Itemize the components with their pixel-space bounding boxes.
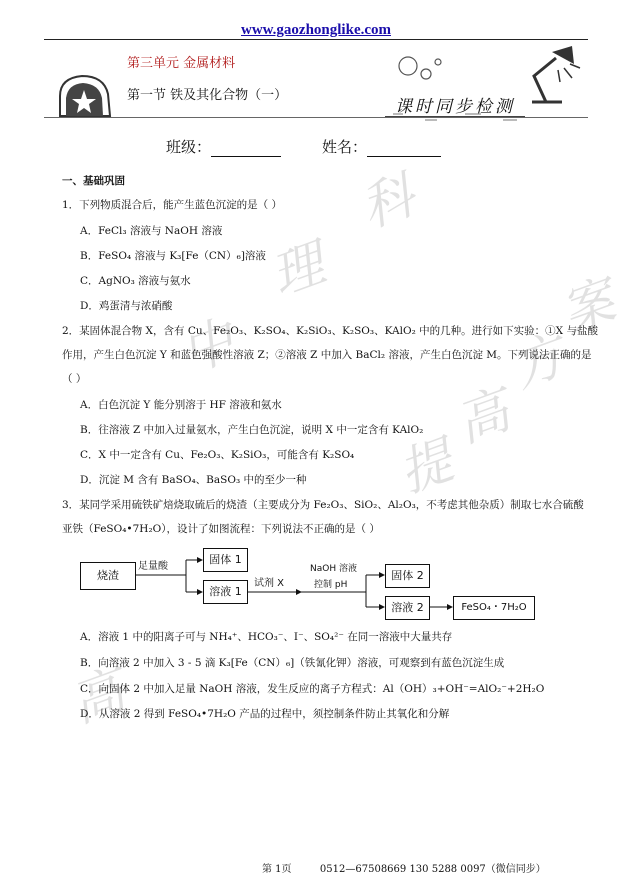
q1-stem: 1．下列物质混合后，能产生蓝色沉淀的是（ ） xyxy=(62,199,283,211)
q1-option-b[interactable]: B．FeSO₄ 溶液与 K₃[Fe（CN）₆]溶液 xyxy=(80,250,266,262)
section-title: 第一节 铁及其化合物（一） xyxy=(127,88,288,103)
flow-solution2-box: 溶液 2 xyxy=(385,596,430,620)
site-url[interactable]: www.gaozhonglike.com xyxy=(241,22,391,38)
part-title: 一、基础巩固 xyxy=(62,175,125,187)
flow-solid1-box: 固体 1 xyxy=(203,548,248,572)
q2-stem-line2: 作用，产生白色沉淀 Y 和蓝色强酸性溶液 Z；②溶液 Z 中加入 BaCl₂ 溶液，产生白色沉淀 M。下列说法正确的是 xyxy=(62,349,592,361)
q1-option-a[interactable]: A．FeCl₃ 溶液与 NaOH 溶液 xyxy=(80,225,223,237)
flow-solution1-box: 溶液 1 xyxy=(203,580,248,604)
flow-start-box: 烧渣 xyxy=(80,562,136,590)
q3-stem-line1: 3．某同学采用硫铁矿焙烧取硫后的烧渣（主要成分为 Fe₂O₃、SiO₂、Al₂O₃，不考虑其他杂质）制取七水合硫酸 xyxy=(62,499,584,511)
flow-condition-a: NaOH 溶液 xyxy=(310,564,357,574)
flow-reagent2: 试剂 X xyxy=(254,578,285,589)
q2-stem-line1: 2．某固体混合物 X，含有 Cu、Fe₂O₃、K₂SO₄、K₂SiO₃、K₂SO₃、KAlO₂ 中的几种。进行如下实验：①X 与盐酸 xyxy=(62,325,598,337)
q2-option-d[interactable]: D．沉淀 M 含有 BaSO₄、BaSO₃ 中的至少一种 xyxy=(80,474,307,486)
q3-option-a[interactable]: A．溶液 1 中的阳离子可与 NH₄⁺、HCO₃⁻、I⁻、SO₄²⁻ 在同一溶液中大量共存 xyxy=(80,631,453,643)
q3-stem-line2: 亚铁（FeSO₄•7H₂O），设计了如图流程：下列说法不正确的是（ ） xyxy=(62,523,380,535)
watermark-char: 高 xyxy=(448,380,518,455)
watermark-char: 提 xyxy=(391,430,461,505)
name-label: 姓名： xyxy=(322,138,368,156)
page-footer xyxy=(262,860,546,875)
watermark-char: 高 xyxy=(63,660,133,735)
unit-title: 第三单元 金属材料 xyxy=(127,56,236,71)
contact-info: 0512—67508669 130 5288 0097（微信同步） xyxy=(319,864,546,875)
flow-solid2-box: 固体 2 xyxy=(385,564,430,588)
flow-reagent1: 足量酸 xyxy=(138,561,168,572)
page-number: 第 1页 xyxy=(262,864,292,875)
q2-option-a[interactable]: A．白色沉淀 Y 能分别溶于 HF 溶液和氨水 xyxy=(80,399,282,411)
flow-product-box: FeSO₄・7H₂O xyxy=(453,596,535,620)
watermark-char: 中 xyxy=(173,310,243,385)
q3-option-b[interactable]: B．向溶液 2 中加入 3 - 5 滴 K₃[Fe（CN）₆]（铁氰化钾）溶液，可观察到有蓝色沉淀生成 xyxy=(80,657,505,669)
watermark-char: 理 xyxy=(263,233,333,308)
watermark-char: 方 xyxy=(503,325,573,400)
class-label: 班级： xyxy=(166,138,212,156)
q3-option-c[interactable]: C．向固体 2 中加入足量 NaOH 溶液，发生反应的离子方程式：Al（OH）₃+OH⁻=AlO₂⁻+2H₂O xyxy=(80,683,545,695)
watermark-char: 案 xyxy=(553,270,623,345)
q1-option-c[interactable]: C．AgNO₃ 溶液与氨水 xyxy=(80,275,191,287)
watermark-char: 科 xyxy=(353,165,423,240)
q2-stem-line3: （ ） xyxy=(62,373,87,385)
worksheet-tag: 课时同步检测 xyxy=(395,97,515,117)
q1-option-d[interactable]: D．鸡蛋清与浓硝酸 xyxy=(80,300,173,312)
q2-option-b[interactable]: B．往溶液 Z 中加入过量氨水，产生白色沉淀，说明 X 中一定含有 KAlO₂ xyxy=(80,424,424,436)
flow-condition-b: 控制 pH xyxy=(314,580,348,590)
q2-option-c[interactable]: C．X 中一定含有 Cu、Fe₂O₃、K₂SiO₃，可能含有 K₂SO₄ xyxy=(80,449,355,461)
q3-option-d[interactable]: D．从溶液 2 得到 FeSO₄•7H₂O 产品的过程中，须控制条件防止其氧化和分解 xyxy=(80,708,450,720)
